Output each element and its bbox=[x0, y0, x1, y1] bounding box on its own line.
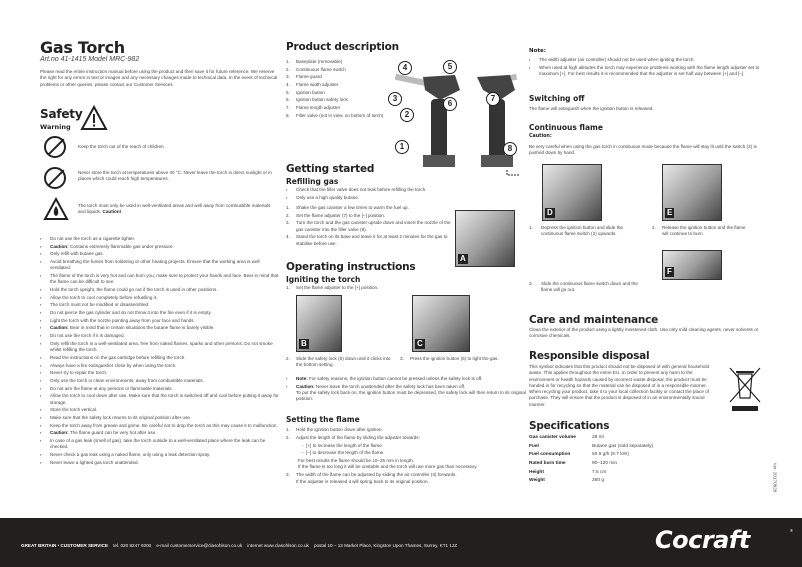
refill-step: 3. Turn the torch and the gas canister upside down and insert the nozzle of the gas canister into the filler valve (8). bbox=[286, 220, 451, 232]
safety-bullet: ▪ Caution: Bear in mind that in certain situations the butane flame is barely visible. bbox=[40, 325, 280, 331]
igniting-subheading: Igniting the torch bbox=[286, 275, 361, 284]
crossed-out-wheelie-bin-icon bbox=[728, 366, 762, 414]
safety-bullet: ▪ Allow the torch to cool completely before refuelling it. bbox=[40, 295, 280, 301]
product-description-heading: Product description bbox=[286, 41, 399, 53]
footer-contact: GREAT BRITAIN • CUSTOMER SERVICE tel. 020 8247 9300 e-mail customerservice@clasohlson.co.uk internet www.clasohlson.co.uk postal 10 – 13 Market Place, Kingston Upon Thames, Surrey, KT1 1JZ bbox=[21, 543, 458, 548]
caution-item: ▪ Caution: Never leave the torch unattended after the safety lock has been taken off. To put the safety lock back on, the ignition button must be depressed, the safety lock will then return to its original position. bbox=[286, 384, 526, 403]
callout-1: 1 bbox=[395, 140, 409, 154]
spec-label: Weight bbox=[529, 478, 545, 484]
safety-bullet: ▪ The flame of the torch is very hot and can burn you; make sure to protect your hands and face. Bear in mind that the flame can be difficult to see. bbox=[40, 273, 280, 286]
callout-5: 5 bbox=[443, 60, 457, 74]
photo-d: D bbox=[542, 164, 602, 221]
spec-value: 7.5 cm bbox=[592, 469, 607, 475]
spec-value: 28 ml bbox=[592, 435, 604, 440]
refill-step: 2. Set the flame adjuster (7) to the [–] position. bbox=[286, 212, 386, 218]
safety-bullet: ▪ Read the instructions on the gas cartridge before refilling the torch. bbox=[40, 355, 280, 361]
spec-row bbox=[529, 461, 653, 470]
safety-bullet: ▪ Do not use the torch if it is damaged. bbox=[40, 333, 280, 339]
safety-bullet: ▪ Do not pierce the gas cylinder and do not throw it into the fire even if it is empty. bbox=[40, 310, 280, 316]
page-title: Gas Torch bbox=[40, 38, 125, 57]
parts-list bbox=[286, 59, 386, 121]
switching-off-heading: Switching off bbox=[529, 94, 585, 103]
safety-bullet: ▪ Do not aim the flame at any persons or flammable materials. bbox=[40, 386, 280, 392]
continuous-text: Be very careful when using the gas torch in continuous mode because the flame will stay lit until the switch (2) is pushed down by hand. bbox=[529, 144, 757, 156]
footer bbox=[0, 518, 802, 567]
specifications-heading: Specifications bbox=[529, 420, 610, 432]
no-heat-40c-icon bbox=[44, 167, 66, 189]
intro-text: Please read the entire instruction manual before using the product and then save it for future reference. We reserve the right for any errors in text or images and any necessary changes made to technical data. In the event of technical problems or other queries, please contact our Customer Services. bbox=[40, 69, 278, 87]
callout-4: 4 bbox=[398, 61, 412, 75]
photo-b: B bbox=[296, 295, 342, 352]
safety-item-1: Keep the torch out of the reach of children. bbox=[78, 144, 165, 149]
footer-website-link[interactable]: internet www.clasohlson.co.uk bbox=[247, 543, 309, 548]
spec-value: Butane gas (sold separately) bbox=[592, 443, 654, 449]
flammable-warning-icon bbox=[43, 197, 69, 221]
callout-6: 6 bbox=[443, 97, 457, 111]
safety-item-2: Never store the torch at temperatures above 40 °C. Never leave the torch in direct sunlight or in places which could reach high temperatures. bbox=[78, 170, 272, 182]
safety-bullet: ▪ Allow the torch to cool down after use. Make sure that the torch is switched off and cool before putting it away for storage. bbox=[40, 393, 280, 406]
refill-bullet: ▪ Check that the filler valve does not leak before refilling the torch. bbox=[286, 187, 456, 193]
photo-a: A bbox=[455, 210, 515, 267]
safety-bullet: ▪ Light the torch with the nozzle pointing away from your face and hands. bbox=[40, 318, 280, 324]
refill-bullets bbox=[286, 187, 456, 202]
ignite-step-3: 3. Press the ignition button (5) to light the gas. bbox=[400, 356, 499, 361]
spec-label: Height bbox=[529, 469, 544, 475]
continuous-step-1: 1. Depress the ignition button and slide the continuous flame switch (2) upwards. bbox=[529, 225, 623, 237]
spec-value: 260 g bbox=[592, 478, 605, 484]
safety-bullet: ▪ Only refill with butane gas. bbox=[40, 251, 280, 257]
safety-bullet: ▪ Caution: The flame guard can be very hot after use. bbox=[40, 430, 280, 436]
part-item: 8. Filler valve (not in view, on bottom of torch) bbox=[286, 112, 384, 118]
switching-off-text: The flame will extinguish when the ignition button is released. bbox=[529, 106, 654, 111]
footer-email-link[interactable]: e-mail customerservice@clasohlson.co.uk bbox=[156, 543, 243, 548]
continuous-caution: Caution: bbox=[529, 134, 552, 139]
photo-f: F bbox=[662, 250, 722, 280]
safety-bullet: ▪ Avoid breathing the fumes from soldering or other heating projects. Ensure that the working area is well ventilated. bbox=[40, 259, 280, 272]
part-item: 5. Ignition button bbox=[286, 89, 325, 95]
spec-row bbox=[529, 452, 653, 461]
spec-value: 90–120 min bbox=[592, 461, 618, 467]
safety-heading: Safety bbox=[40, 107, 83, 121]
setting-flame-heading: Setting the flame bbox=[286, 415, 360, 424]
refilling-gas-subheading: Refilling gas bbox=[286, 177, 339, 186]
safety-bullet: ▪ Never leave a lighted gas torch unattended. bbox=[40, 460, 280, 466]
safety-bullet-list bbox=[40, 236, 280, 467]
part-item: 6. Ignition button safety lock bbox=[286, 97, 348, 103]
registered-mark: ® bbox=[790, 528, 793, 533]
part-item: 2. Continuous flame switch bbox=[286, 66, 346, 72]
safety-bullet: ▪ Store the torch vertical. bbox=[40, 407, 280, 413]
ignite-step-1: 1. Set the flame adjuster to the [+] position. bbox=[286, 285, 379, 290]
care-heading: Care and maintenance bbox=[529, 314, 659, 326]
safety-bullet: ▪ Never check a gas leak using a naked flame, only using a leak detection spray. bbox=[40, 452, 280, 458]
photo-c: C bbox=[412, 295, 470, 352]
part-item: 1. Baseplate (removable) bbox=[286, 59, 343, 64]
safety-bullet: ▪ Hold the torch upright, the flame could go out if the torch is used in other positions. bbox=[40, 287, 280, 293]
cocraft-logo: Cocraft bbox=[655, 526, 750, 554]
safety-bullet: ▪ The torch must not be modified or disassembled. bbox=[40, 302, 280, 308]
spec-label: Rated burn time bbox=[529, 461, 566, 467]
flame-steps: 1. Hold the ignition button down after ignition. 2. Adjust the length of the flame by sliding the adjuster towards: - [+] to increase the length of the flame. - [–] to decrease the length of the flame. For best results the flame should be 10–25 mm in length. If the flame is too long it will be unstable and the torch will use more gas than necessary. 3. The width of the flame can be adjusted by sliding the air controller (4) forwards. If the adjuster is released it will spring back to its original position. bbox=[286, 427, 478, 484]
care-text: Clean the exterior of the product using a lightly moistened cloth. Use only mild cleaning agents, never solvents or corrosive chemicals. bbox=[529, 327, 759, 339]
safety-bullet: ▪ Make sure that the safety lock returns to its original position after use. bbox=[40, 415, 280, 421]
callout-7: 7 bbox=[486, 92, 500, 106]
disposal-text: This symbol indicates that this product should not be disposed of with general household waste. This applies throughout the entire EU. In order to prevent any harm to the environment or health hazards caused by incorrect waste disposal, the product must be handed in for recycling so that the material can be disposed of in a responsible manner. When recycling your product, take it to your local collection facility or contact the place of purchase. They will ensure that the product is disposed of in an environmentally sound manner. bbox=[529, 364, 710, 407]
part-item: 4. Flame width adjuster bbox=[286, 82, 339, 88]
refill-steps bbox=[286, 205, 451, 248]
safety-bullet: ▪ Only use the torch in clean environments, away from combustible materials. bbox=[40, 378, 280, 384]
note-bullet: ▪ The width adjuster (air controller) should not be used when igniting the torch. bbox=[529, 57, 774, 63]
safety-bullet: ▪ Never try to repair the torch. bbox=[40, 370, 280, 376]
callout-2: 2 bbox=[400, 108, 414, 122]
continuous-step-3: 3. Slide the continuous flame switch down and the flame will go out. bbox=[529, 281, 638, 293]
spec-label: Fuel bbox=[529, 443, 539, 449]
spec-label: Gas canister volume bbox=[529, 435, 576, 440]
refill-step: 1. Shake the gas canister a few times to warm the fuel up. bbox=[286, 205, 409, 210]
safety-bullet: ▪ Always have a fire extinguisher close by when using the torch. bbox=[40, 363, 280, 369]
continuous-flame-heading: Continuous flame bbox=[529, 123, 603, 132]
safety-bullet: ▪ Caution: Contains extremely flammable gas under pressure. bbox=[40, 244, 280, 250]
article-number: Art.no 41-1415 Model MRC-982 bbox=[40, 56, 140, 63]
safety-bullet: ▪ In case of a gas leak (smell of gas), take the torch outside to a well-ventilated place where the leak can be checked. bbox=[40, 438, 280, 451]
part-item: 3. Flame guard bbox=[286, 74, 322, 80]
spec-row bbox=[529, 435, 653, 444]
ignite-step-2: 2. Slide the safety lock (6) down until it clicks into the bottom setting. bbox=[286, 356, 391, 368]
note-bullet: ▪ When used at high altitudes the torch may experience problems working with the flame length adjuster set to maximum [+]. For best results it is recommended that the adjuster is set half way between [+] and [–]. bbox=[529, 65, 774, 78]
spec-label: Fuel consumption bbox=[529, 452, 571, 458]
photo-e: E bbox=[662, 164, 722, 221]
note-heading: Note: bbox=[529, 48, 546, 54]
no-children-icon bbox=[44, 136, 66, 158]
getting-started-heading: Getting started bbox=[286, 163, 375, 175]
version-label: Ver. 20170828 bbox=[772, 462, 778, 493]
safety-bullet: ▪ Keep the torch away from grease and grime. Be careful not to drop the torch as this may cause it to malfunction. bbox=[40, 423, 280, 429]
refill-step: 4. Stand the torch on its base and leave it for at least 2 minutes for the gas to stabilise before use. bbox=[286, 234, 448, 246]
safety-item-3: The torch must only be used in well-ventilated areas and well away from combustible materials and liquids. Caution! bbox=[78, 203, 271, 215]
part-item: 7. Flame length adjuster bbox=[286, 105, 341, 111]
callout-8: 8 bbox=[503, 142, 517, 156]
warning-subheading: Warning bbox=[40, 123, 71, 131]
ignite-notes bbox=[286, 376, 526, 404]
safety-bullet: ▪ Do not use the torch as a cigarette lighter. bbox=[40, 236, 280, 242]
note-item: ▪ Note: For safety reasons, the ignition button cannot be pressed unless the safety lock is off. bbox=[286, 376, 526, 382]
specifications-table bbox=[529, 435, 653, 487]
spec-row bbox=[529, 478, 653, 487]
callout-3: 3 bbox=[388, 92, 402, 106]
warning-triangle-icon bbox=[80, 105, 108, 131]
safety-bullet: ▪ Only refill the torch in a well-ventilated area, free from naked flames, sparks and other persons. Do not smoke whilst refilling the torch. bbox=[40, 341, 280, 354]
continuous-step-2: 2. Release the ignition button and the flame will continue to burn. bbox=[652, 225, 746, 237]
spec-value: 50.9 g/h (0.7 kW) bbox=[592, 452, 629, 458]
refill-bullet: ▪ Only use a high quality butane. bbox=[286, 195, 456, 201]
note-bullets bbox=[529, 57, 774, 79]
operating-heading: Operating instructions bbox=[286, 261, 416, 273]
disposal-heading: Responsible disposal bbox=[529, 350, 650, 362]
